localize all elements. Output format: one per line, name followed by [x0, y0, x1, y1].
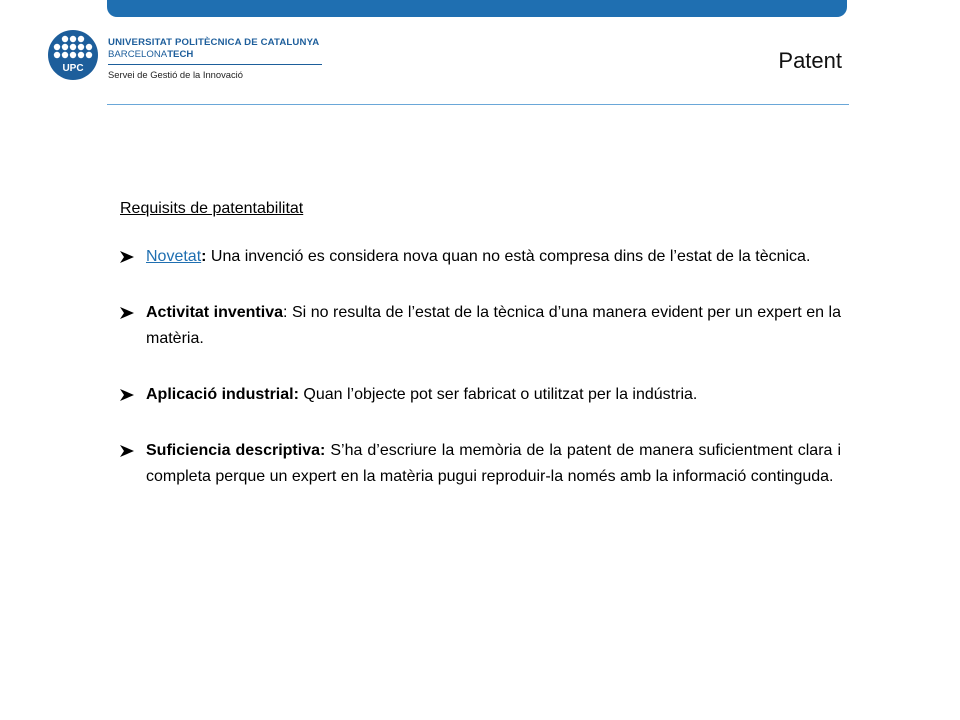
slide-body: [120, 196, 841, 520]
term-separator: :: [283, 304, 288, 321]
term-suficiencia-descriptiva: Suficiencia descriptiva:: [146, 442, 326, 459]
term-aplicacio-industrial: Aplicació industrial:: [146, 386, 299, 403]
top-accent-bar: [107, 0, 847, 17]
logo-wordmark: [108, 37, 328, 81]
arrow-bullet-icon: [120, 438, 136, 464]
bullet-suficiencia-descriptiva: [120, 438, 841, 490]
bullet-activitat-inventiva: [120, 300, 841, 352]
bullet-text: S’ha d’escriure la memòria de la patent de manera suficientment clara i completa perque un expert en la matèria pugui reproduir-la només amb la informació continguda.: [146, 442, 842, 485]
slide-title: Patent: [778, 48, 842, 73]
university-name: UNIVERSITAT POLITÈCNICA DE CATALUNYA: [108, 37, 320, 48]
header-divider: [107, 104, 849, 105]
bullet-text: Quan l’objecte pot ser fabricat o utilitzat per la indústria.: [298, 386, 698, 403]
term-novetat-link[interactable]: Novetat: [146, 248, 202, 265]
term-activitat-inventiva: Activitat inventiva: [146, 304, 284, 321]
bullet-text: Si no resulta de l’estat de la tècnica d’una manera evident per un expert en la matèria.: [146, 304, 842, 347]
bullet-novetat: [120, 244, 841, 270]
bullet-aplicacio-industrial: [120, 382, 841, 408]
upc-logo-icon: [48, 30, 98, 80]
section-heading: Requisits de patentabilitat: [120, 200, 304, 217]
arrow-bullet-icon: [120, 244, 136, 270]
logo-badge-text: UPC: [62, 63, 84, 74]
logo-divider: [108, 64, 322, 65]
term-separator: :: [201, 248, 207, 265]
bullet-text: Una invenció es considera nova quan no està compresa dins de l’estat de la tècnica.: [206, 248, 811, 265]
arrow-bullet-icon: [120, 300, 136, 326]
service-name: Servei de Gestió de la Innovació: [108, 69, 243, 80]
arrow-bullet-icon: [120, 382, 136, 408]
campus-name: BARCELONATECH: [108, 49, 194, 60]
